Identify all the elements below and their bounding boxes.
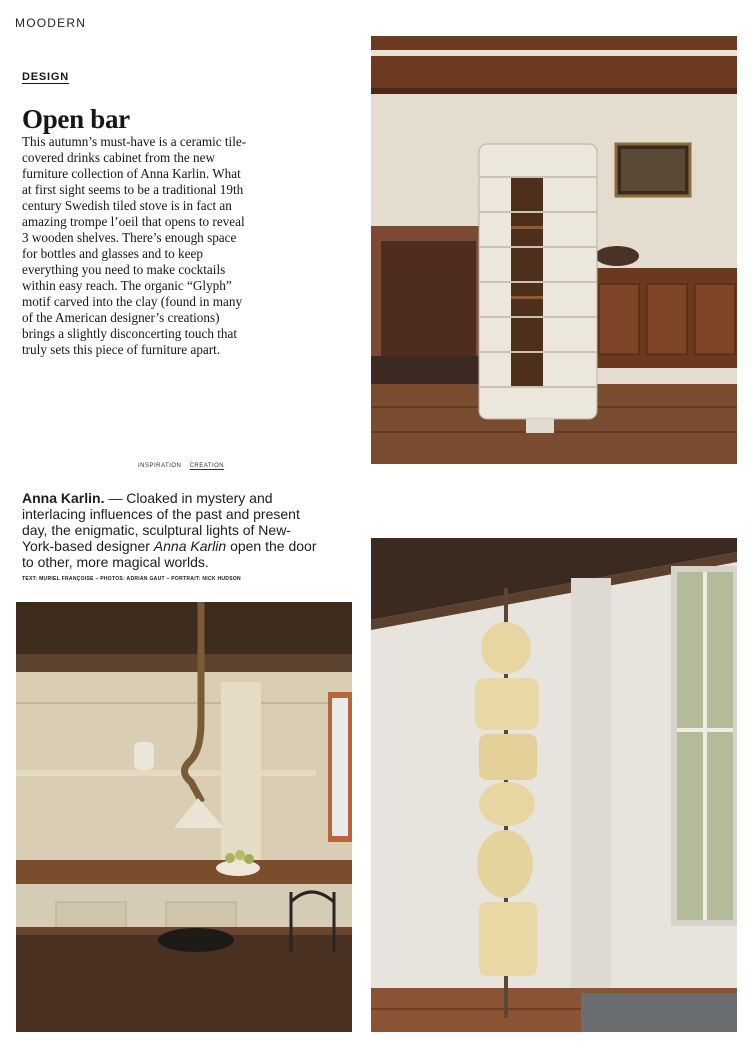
designer-name-heading: Anna Karlin. (22, 490, 105, 506)
photo-credits: TEXT: MURIEL FRANÇOISE – PHOTOS: ADRIAN GAUT – PORTRAIT: NICK HUDSON (22, 576, 241, 582)
section-links (138, 463, 230, 469)
section-link-creation[interactable]: CREATION (189, 463, 225, 469)
kitchen-photo (16, 602, 352, 1032)
feature-title: Open bar (22, 104, 130, 134)
magazine-brand: MOODERN (15, 16, 87, 30)
section-link-inspiration[interactable]: INSPIRATION (138, 463, 182, 469)
designer-name-inline: Anna Karlin (153, 538, 227, 554)
sculpture-lamp-photo (371, 538, 737, 1032)
cabinet-photo (371, 36, 737, 464)
feature-body: This autumn’s must-have is a ceramic tile-covered drinks cabinet from the new furniture collection of Anna Karlin. What at first sight seems to be a traditional 19th century Swedish tiled stove is in fact an amazing trompe l’oeil that opens to reveal 3 wooden shelves. There’s enough space for bottles and glasses and to keep everything you need to make cocktails within easy reach. The organic “Glyph” motif carved into the clay (found in many of the American designer’s creations) brings a slightly disconcerting touch that truly sets this piece of furniture apart. (22, 134, 247, 357)
section-tag: DESIGN (22, 71, 69, 83)
article-lead: Anna Karlin. — Cloaked in mystery and interlacing influences of the past and present day, the enigmatic, sculptural lights of New-York-based designer Anna Karlin open the door to other, more magical worlds. (22, 490, 317, 570)
